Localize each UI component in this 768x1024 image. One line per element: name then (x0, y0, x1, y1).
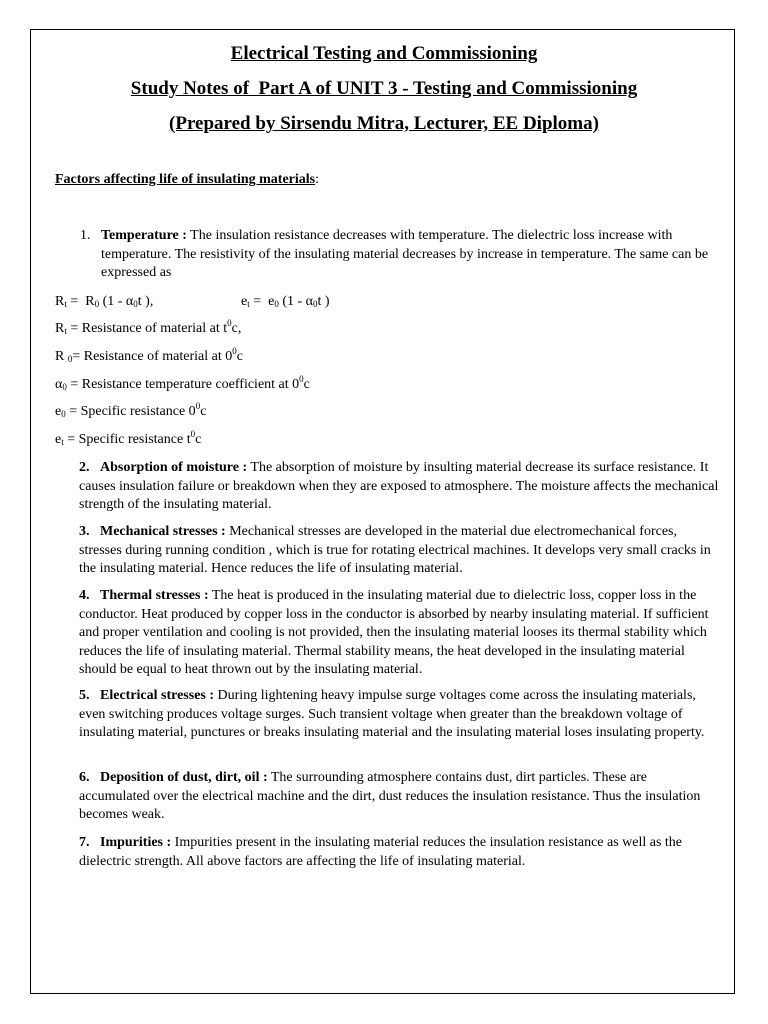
def-text: = Resistance of material at t (66, 321, 228, 336)
def-superscript: 0 (190, 429, 196, 439)
def-text: = Specific resistance t (63, 432, 191, 447)
document-subtitle: Study Notes of Part A of UNIT 3 - Testing and Commissioning (130, 78, 638, 99)
def-symbol: e (55, 432, 62, 447)
def-symbol: α (55, 377, 63, 392)
def-superscript: 0 (299, 374, 304, 384)
document-title: Electrical Testing and Commissioning (230, 43, 538, 64)
formula-symbol: (1 - α (278, 294, 314, 309)
item-title: Mechanical stresses : (100, 524, 226, 539)
def-unit: c (236, 349, 243, 364)
def-text: = Specific resistance 0 (65, 404, 196, 419)
formula-subscript: 0 (94, 299, 100, 309)
item-text: The insulation resistance decreases with temperature. The dielectric loss increase with temperature. The resistivity of the insulating material decreases by increase in temperature. The same can be expressed as (101, 228, 709, 280)
item-number: 7. (79, 835, 90, 850)
item-title: Absorption of moisture : (100, 460, 248, 475)
list-item-moisture (79, 459, 719, 515)
list-item-impurities (79, 834, 719, 871)
list-item-thermal (79, 587, 719, 680)
def-subscript: t (61, 437, 64, 447)
def-unit: c (195, 432, 202, 447)
section-heading-text: Factors affecting life of insulating materials (55, 172, 316, 187)
item-number: 6. (79, 770, 90, 785)
def-unit: c (200, 404, 207, 419)
definition-alpha0 (55, 376, 715, 395)
item-number: 4. (79, 588, 90, 603)
definition-e0 (55, 403, 715, 422)
formula-subscript: t (64, 299, 67, 309)
list-item-temperature (80, 227, 720, 283)
item-title: Thermal stresses : (100, 588, 209, 603)
def-superscript: 0 (195, 401, 201, 411)
def-unit: c (303, 377, 310, 392)
def-symbol: e (55, 404, 62, 419)
item-text: Mechanical stresses are developed in the material due electromechanical forces, stresses during running condition , which is true for rotating electrical machines. It develops very small cracks in the insulating material. Hence reduces the life of insulating material. (79, 524, 711, 576)
document-author: (Prepared by Sirsendu Mitra, Lecturer, EE Diploma) (169, 113, 599, 134)
item-number: 5. (79, 688, 90, 703)
item-text: During lightening heavy impulse surge voltages come across the insulating materials, even switching produces voltage surges. Such transient voltage when greater than the breakdown voltage of insulating material, punctures or breaks insulating material and the insulating material loses insulating property. (79, 688, 705, 740)
item-text: The surrounding atmosphere contains dust, dirt particles. These are accumulated over the electrical machine and the dirt, dust reduces the insulation resistance. Thus the insulation becomes weak. (79, 770, 701, 822)
def-subscript: 0 (61, 409, 66, 419)
def-unit: c, (231, 321, 242, 336)
list-item-dust (79, 769, 719, 825)
item-title: Temperature : (101, 228, 187, 243)
definition-et (55, 431, 715, 450)
formula-symbol: = e (249, 294, 275, 309)
section-heading-colon: : (315, 172, 320, 187)
item-number: 1. (80, 228, 91, 243)
def-symbol: R (55, 349, 68, 364)
formula-line-main-right (241, 293, 330, 312)
def-text: = Resistance temperature coefficient at 0 (66, 377, 300, 392)
def-superscript: 0 (227, 318, 232, 328)
def-subscript: 0 (62, 382, 67, 392)
formula-subscript: 0 (313, 299, 318, 309)
item-text: The heat is produced in the insulating material due to dielectric loss, copper loss in the conductor. Heat produced by copper loss in the conductor is absorbed by nearby insulating material. If sufficient and proper ventilation and cooling is not provided, then the insulating material looses its thermal stability which reduces the life of insulating material. Thermal stability means, the heat developed in the insulating material should be equal to heat thrown out by the insulating material. (79, 588, 709, 677)
section-heading (55, 171, 319, 189)
def-subscript: t (64, 326, 67, 336)
item-title: Deposition of dust, dirt, oil : (100, 770, 268, 785)
formula-subscript: t (247, 299, 250, 309)
formula-subscript: 0 (133, 299, 138, 309)
formula-subscript: 0 (274, 299, 279, 309)
item-text: Impurities present in the insulating material reduces the insulation resistance as well as the dielectric strength. All above factors are affecting the life of insulating material. (79, 835, 683, 869)
formula-symbol: (1 - α (99, 294, 134, 309)
def-text: = Resistance of material at 0 (72, 349, 233, 364)
item-body (101, 227, 720, 283)
def-superscript: 0 (232, 346, 237, 356)
item-title: Electrical stresses : (100, 688, 215, 703)
formula-line-main (55, 293, 715, 312)
formula-symbol: e (241, 294, 248, 309)
item-number: 2. (79, 460, 90, 475)
formula-symbol: t ) (317, 294, 330, 309)
definition-r0 (55, 348, 715, 367)
def-subscript: 0 (67, 354, 73, 364)
list-item-electrical (79, 687, 719, 743)
def-symbol: R (55, 321, 65, 336)
item-title: Impurities : (100, 835, 172, 850)
formula-symbol: = R (66, 294, 95, 309)
item-text: The absorption of moisture by insulting material decrease its surface resistance. It causes insulation failure or breakdown when they are exposed to atmosphere. The moisture affects the mechanical strength of the insulating material. (79, 460, 719, 512)
formula-symbol: t ), (137, 294, 154, 309)
item-number: 3. (79, 524, 90, 539)
list-item-mechanical (79, 523, 719, 579)
formula-symbol: R (55, 294, 65, 309)
definition-rt (55, 320, 715, 339)
